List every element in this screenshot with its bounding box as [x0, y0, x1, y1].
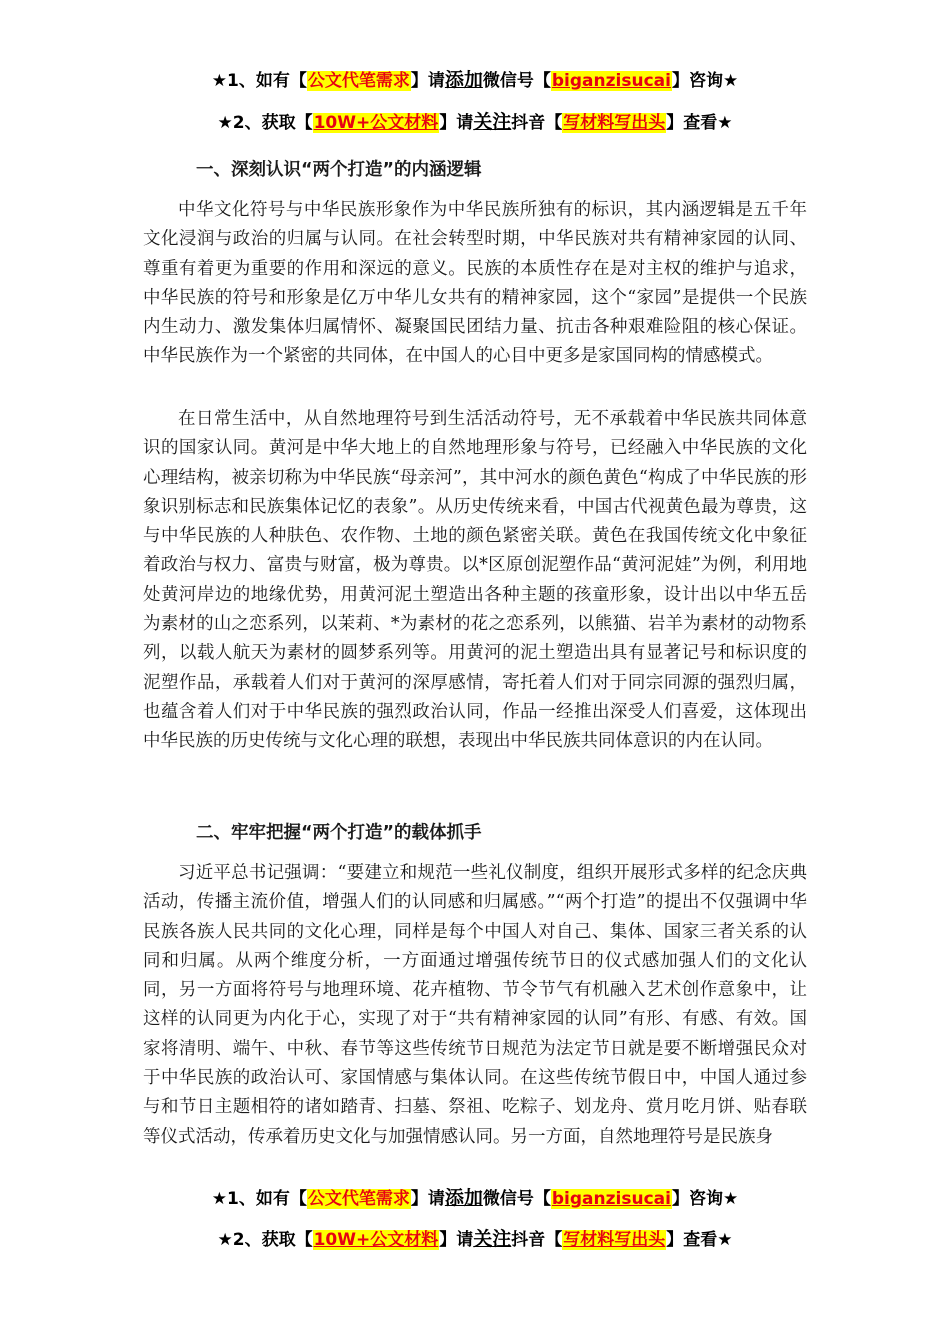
banner-text: 微信号【 [482, 71, 551, 91]
banner-text: ★1、如有【 [211, 1189, 307, 1209]
banner-text: 】请 [439, 113, 474, 133]
banner-highlight: 10W+公文材料 [313, 113, 439, 133]
banner-emphasis: 关注 [473, 1228, 512, 1250]
banner-text: 微信号【 [482, 1189, 551, 1209]
banner-emphasis: 关注 [473, 111, 512, 133]
banner-text: 】查看★ [666, 113, 733, 133]
banner-emphasis: 添加 [444, 1187, 483, 1209]
banner-highlight: 10W+公文材料 [313, 1230, 439, 1250]
promo-banner-douyin-bottom [0, 1227, 950, 1252]
banner-text: 】请 [410, 71, 445, 91]
banner-highlight: 公文代笔需求 [307, 71, 410, 91]
banner-wechat-id: biganzisucai [551, 1189, 671, 1209]
banner-text: ★2、获取【 [217, 113, 313, 133]
banner-text: 抖音【 [511, 1230, 563, 1250]
banner-emphasis: 添加 [444, 69, 483, 91]
body-paragraph: 习近平总书记强调：“要建立和规范一些礼仪制度，组织开展形式多样的纪念庆典活动，传播主流价值，增强人们的认同感和归属感。”“两个打造”的提出不仅强调中华民族各族人民共同的文化心理，同样是每个中国人对自己、集体、国家三者关系的认同和归属。从两个维度分析，一方面通过增强传统节日的仪式感加强人们的文化认同，另一方面将符号与地理环境、花卉植物、节令节气有机融入艺术创作意象中，让这样的认同更为内化于心，实现了对于“共有精神家园的认同”有形、有感、有效。国家将清明、端午、中秋、春节等这些传统节日规范为法定节日就是要不断增强民众对于中华民族的政治认可、家国情感与集体认同。在这些传统节假日中，中国人通过参与和节日主题相符的诸如踏青、扫墓、祭祖、吃粽子、划龙舟、赏月吃月饼、贴春联等仪式活动，传承着历史文化与加强情感认同。另一方面，自然地理符号是民族身 [143, 863, 807, 1147]
body-paragraph: 在日常生活中，从自然地理符号到生活活动符号，无不承载着中华民族共同体意识的国家认同。黄河是中华大地上的自然地理形象与符号，已经融入中华民族的文化心理结构，被亲切称为中华民族“母亲河”，其中河水的颜色黄色“构成了中华民族的形象识别标志和民族集体记忆的表象”。从历史传统来看，中国古代视黄色最为尊贵，这与中华民族的人种肤色、农作物、土地的颜色紧密关联。黄色在我国传统文化中象征着政治与权力、富贵与财富，极为尊贵。以*区原创泥塑作品“黄河泥娃”为例，利用地处黄河岸边的地缘优势，用黄河泥土塑造出各种主题的孩童形象，设计出以中华五岳为素材的山之恋系列，以茉莉、*为素材的花之恋系列，以熊猫、岩羊为素材的动物系列，以载人航天为素材的圆梦系列等。用黄河的泥土塑造出具有显著记号和标识度的泥塑作品，承载着人们对于黄河的深厚感情，寄托着人们对于同宗同源的强烈归属，也蕴含着人们对于中华民族的强烈政治认同，作品一经推出深受人们喜爱，这体现出中华民族的历史传统与文化心理的联想，表现出中华民族共同体意识的内在认同。 [143, 409, 807, 752]
promo-banner-douyin-top [0, 110, 950, 135]
banner-highlight: 公文代笔需求 [307, 1189, 410, 1209]
banner-text: 】咨询★ [671, 71, 739, 91]
banner-text: 】查看★ [666, 1230, 733, 1250]
section-heading-2: 二、牢牢把握“两个打造”的载体抓手 [196, 823, 482, 843]
banner-wechat-id: biganzisucai [551, 71, 671, 91]
banner-text: 】请 [410, 1189, 445, 1209]
banner-text: 抖音【 [511, 113, 563, 133]
banner-text: 】咨询★ [671, 1189, 739, 1209]
section-heading-1: 一、深刻认识“两个打造”的内涵逻辑 [196, 160, 482, 180]
banner-text: ★2、获取【 [217, 1230, 313, 1250]
banner-text: 】请 [439, 1230, 474, 1250]
promo-banner-wechat-bottom [0, 1186, 950, 1211]
banner-douyin-id: 写材料写出头 [563, 113, 666, 133]
banner-douyin-id: 写材料写出头 [563, 1230, 666, 1250]
promo-banner-wechat-top [0, 68, 950, 93]
body-paragraph: 中华文化符号与中华民族形象作为中华民族所独有的标识，其内涵逻辑是五千年文化浸润与政治的归属与认同。在社会转型时期，中华民族对共有精神家园的认同、尊重有着更为重要的作用和深远的意义。民族的本质性存在是对主权的维护与追求，中华民族的符号和形象是亿万中华儿女共有的精神家园，这个“家园”是提供一个民族内生动力、激发集体归属情怀、凝聚国民团结力量、抗击各种艰难险阻的核心保证。中华民族作为一个紧密的共同体，在中国人的心目中更多是家国同构的情感模式。 [143, 200, 807, 367]
banner-text: ★1、如有【 [211, 71, 307, 91]
